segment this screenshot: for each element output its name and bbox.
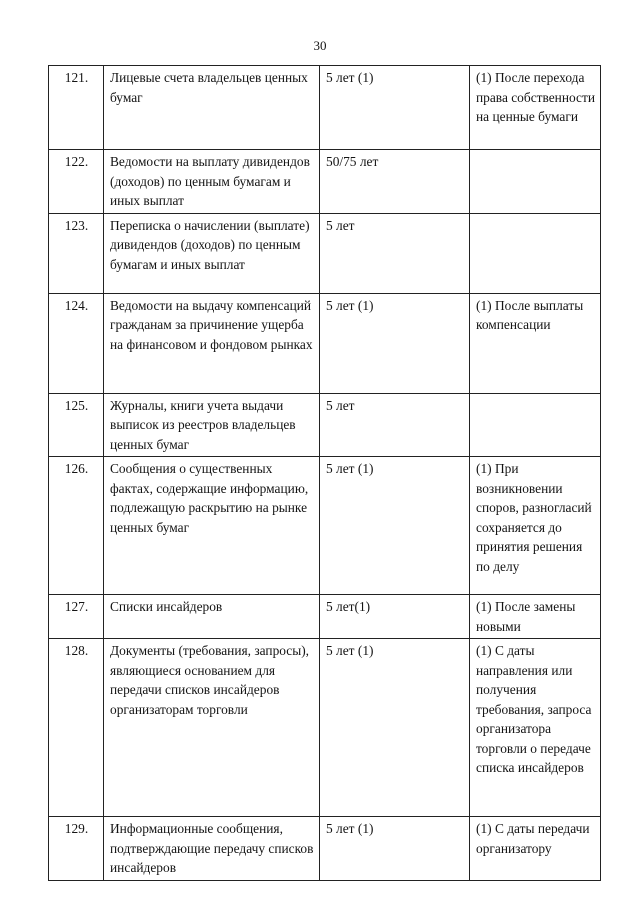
row-number: 127.: [49, 595, 104, 639]
article-title: Ведомости на выплату дивидендов (доходов) по ценным бумагам и иных выплат: [104, 150, 320, 214]
table-row: [49, 457, 601, 595]
row-number: 122.: [49, 150, 104, 214]
retention-term: 5 лет: [320, 213, 470, 293]
retention-note: [470, 150, 601, 214]
article-title: Информационные сообщения, подтверждающие передачу списков инсайдеров: [104, 817, 320, 881]
records-table: [48, 65, 601, 881]
row-number: 128.: [49, 639, 104, 817]
retention-note: (1) После перехода права собственности на ценные бумаги: [470, 66, 601, 150]
table-row: [49, 393, 601, 457]
retention-note: (1) При возникновении споров, разногласий сохраняется до принятия решения по делу: [470, 457, 601, 595]
retention-term: 5 лет (1): [320, 639, 470, 817]
page-number: 30: [313, 38, 327, 53]
row-number: 124.: [49, 293, 104, 393]
row-number: 123.: [49, 213, 104, 293]
retention-term: 5 лет (1): [320, 66, 470, 150]
retention-note: [470, 393, 601, 457]
retention-term: 5 лет(1): [320, 595, 470, 639]
article-title: Списки инсайдеров: [104, 595, 320, 639]
records-table-body: [49, 66, 601, 881]
retention-note: (1) После выплаты компенсации: [470, 293, 601, 393]
table-row: [49, 639, 601, 817]
table-row: [49, 293, 601, 393]
retention-term: 5 лет: [320, 393, 470, 457]
retention-term: 5 лет (1): [320, 457, 470, 595]
article-title: Журналы, книги учета выдачи выписок из реестров владельцев ценных бумаг: [104, 393, 320, 457]
row-number: 121.: [49, 66, 104, 150]
article-title: Переписка о начислении (выплате) дивидендов (доходов) по ценным бумагам и иных выплат: [104, 213, 320, 293]
table-row: [49, 595, 601, 639]
retention-note: [470, 213, 601, 293]
article-title: Лицевые счета владельцев ценных бумаг: [104, 66, 320, 150]
article-title: Документы (требования, запросы), являющиеся основанием для передачи списков инсайдеров организаторам торговли: [104, 639, 320, 817]
retention-term: 5 лет (1): [320, 817, 470, 881]
row-number: 126.: [49, 457, 104, 595]
retention-term: 50/75 лет: [320, 150, 470, 214]
retention-note: (1) После замены новыми: [470, 595, 601, 639]
row-number: 129.: [49, 817, 104, 881]
retention-term: 5 лет (1): [320, 293, 470, 393]
table-row: [49, 817, 601, 881]
article-title: Ведомости на выдачу компенсаций гражданам за причинение ущерба на финансовом и фондовом рынках: [104, 293, 320, 393]
table-row: [49, 66, 601, 150]
row-number: 125.: [49, 393, 104, 457]
table-row: [49, 150, 601, 214]
table-row: [49, 213, 601, 293]
article-title: Сообщения о существенных фактах, содержащие информацию, подлежащую раскрытию на рынке ценных бумаг: [104, 457, 320, 595]
retention-note: (1) С даты передачи организатору: [470, 817, 601, 881]
retention-note: (1) С даты направления или получения требования, запроса организатора торговли о передаче списка инсайдеров: [470, 639, 601, 817]
